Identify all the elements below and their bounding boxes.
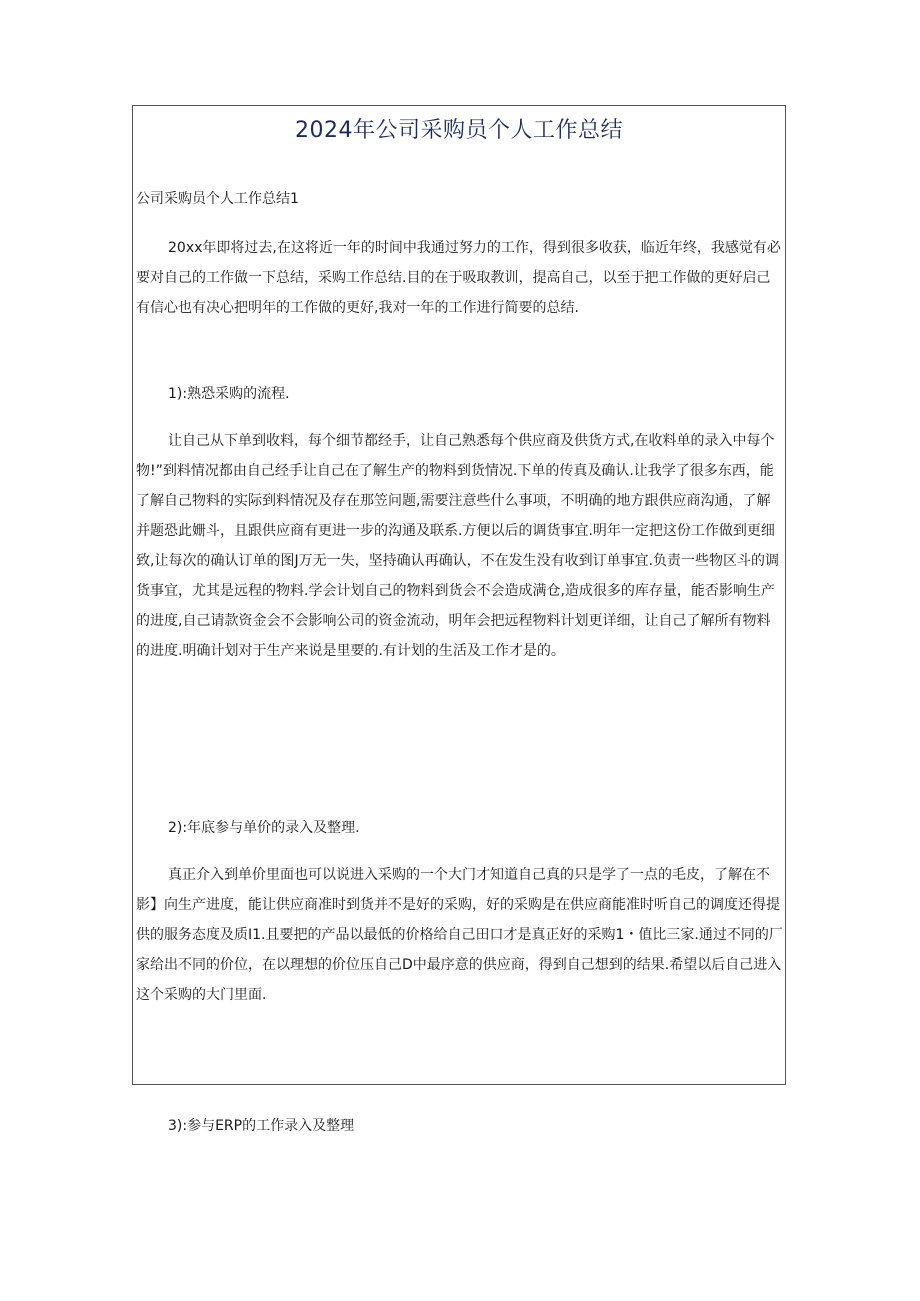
- item-2-heading: 2):年底参与单价的录入及整理.: [168, 820, 360, 836]
- document-title: 2024年公司采购员个人工作总结: [295, 118, 623, 143]
- item-1-heading: 1):熟恐采购的流程.: [168, 386, 290, 402]
- item-1-paragraph: 让自己从下单到收料，每个细节都经手，让自己熟悉每个供应商及供货方式,在收料单的录入中每个物!”到料情况都由自己经手让自己在了解生产的物料到货情况.下单的传真及确认.让我学了很多东西，能了解自己物料的实际到料情况及存在那笠问题,需要注意些什么事项，不明确的地方跟供应商沟通，了解并题恐此姗斗，且跟供应商有更进一步的沟通及联系.方便以后的调货事宜.明年一定把这份工作做到更细致,让每次的确认订单的图J万无一失，坚持确认再确认，不在发生没有收到订单事宜.负责一些物区斗的调货事宜，尤其是远程的物料.学会计划自己的物料到货会不会造成满仓,造成很多的库存量，能否影响生产的进度,自己请款资金会不会影响公司的资金流动，明年会把远程物料计划更详细，让自己了解所有物料的进度.明确计划对于生产来说是里要的.有计划的生活及工作才是的。: [136, 433, 780, 659]
- item-3-heading: 3):参与ERP的工作录入及整理: [168, 1118, 355, 1134]
- section-heading: 公司采购员个人工作总结1: [136, 191, 299, 207]
- intro-paragraph: 20xx年即将过去,在这将近一年的时间中我通过努力的工作，得到很多收获，临近年终，我感觉有必要对自己的工作做一下总结，采购工作总结.目的在于吸取教训，提高自己，以至于把工作做的更好启己有信心也有决心把明年的工作做的更好,我对一年的工作进行简要的总结.: [136, 240, 781, 316]
- item-2-paragraph: 真正介入到单价里面也可以说进入采购的一个大门才知道自己真的只是学了一点的毛皮，了解在不影】向生产进度，能让供应商准时到货并不是好的采购，好的采购是在供应商能准时听自己的调度还得提供的服务态度及质I1.且要把的产品以最低的价格给自己田口才是真正好的采购1・值比三家.通过不同的厂家给出不同的价位，在以理想的价位压自己D中最序意的供应商，得到自己想到的结果.希望以后自己进入这个采购的大门里面.: [136, 867, 783, 1003]
